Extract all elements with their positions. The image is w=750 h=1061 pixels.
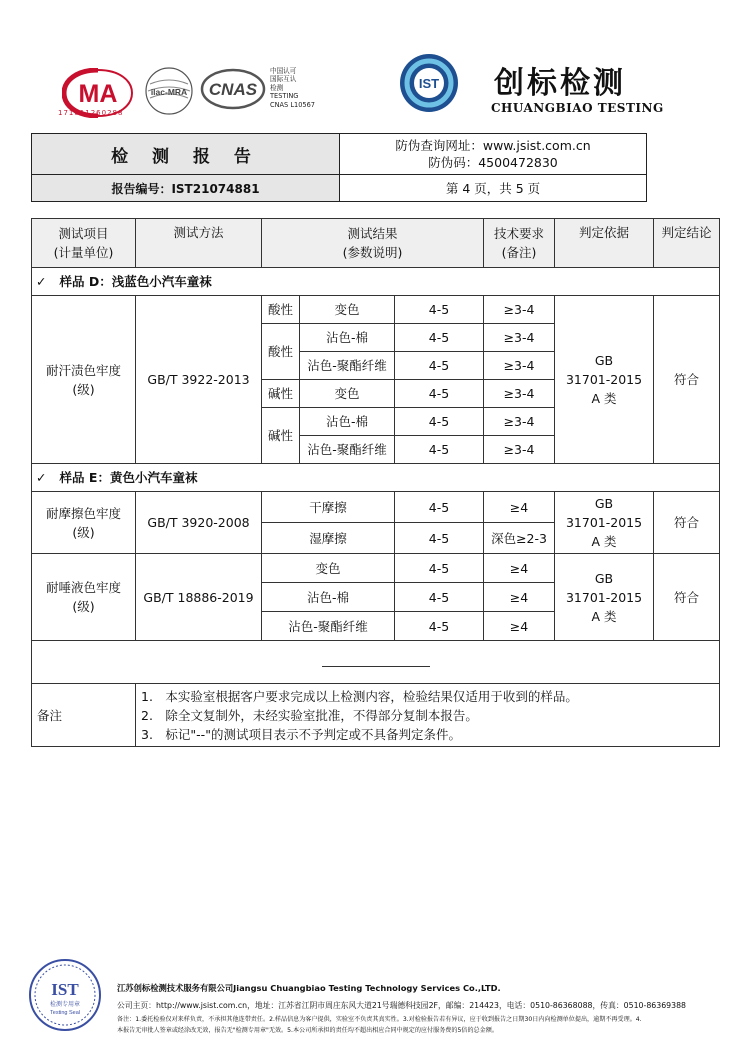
cnas-line: TESTING <box>270 92 299 101</box>
sweat-method: GB/T 3922-2013 <box>136 296 262 464</box>
remark-item: 3. 标记"--"的测试项目表示不予判定或不具备判定条件。 <box>141 726 461 742</box>
result-value: 4-5 <box>395 408 484 436</box>
cnas-text <box>270 67 315 109</box>
basis-line: GB <box>594 570 614 586</box>
result-value: 4-5 <box>395 296 484 324</box>
header-req-note: (备注) <box>501 245 537 260</box>
result-requirement: ≥3-4 <box>484 436 555 464</box>
verify-code: 防伪码：4500472830 <box>428 155 558 170</box>
remarks-label: 备注 <box>32 684 136 747</box>
basis-line: A 类 <box>591 391 617 406</box>
result-requirement: ≥3-4 <box>484 296 555 324</box>
header-item-label: 测试项目 <box>58 226 109 241</box>
saliva-basis <box>555 554 654 641</box>
rub-item-label: 耐摩擦色牢度 <box>45 505 121 521</box>
result-value: 4-5 <box>395 523 484 554</box>
result-param: 沾色-棉 <box>262 583 395 612</box>
report-title: 检 测 报 告 <box>32 134 340 175</box>
cnas-line: CNAS L10567 <box>270 100 315 109</box>
brand-name-cn: 创标检测 <box>494 66 626 101</box>
table-header-row <box>32 219 720 268</box>
result-requirement: ≥4 <box>484 583 555 612</box>
result-requirement: ≥3-4 <box>484 408 555 436</box>
result-requirement: ≥3-4 <box>484 352 555 380</box>
saliva-method: GB/T 18886-2019 <box>136 554 262 641</box>
result-requirement: ≥4 <box>484 492 555 523</box>
brand-name-en: CHUANGBIAO TESTING <box>491 101 664 115</box>
header-result-note: (参数说明) <box>342 245 403 260</box>
basis-line: A 类 <box>591 534 617 549</box>
basis-line: A 类 <box>591 608 617 624</box>
sweat-item-label: 耐汗渍色牢度 <box>45 362 121 378</box>
table-row <box>32 554 720 583</box>
verify-info <box>340 134 647 175</box>
result-requirement: ≥4 <box>484 554 555 583</box>
result-value: 4-5 <box>395 352 484 380</box>
sweat-acid-label: 酸性 <box>262 296 300 324</box>
cma-code: 171011260288 <box>58 109 124 117</box>
result-param: 干摩擦 <box>262 492 395 523</box>
footer-company: 江苏创标检测技术服务有限公司Jiangsu Chuangbiao Testing Technology Services Co.,LTD. <box>117 983 501 993</box>
seal-top-text: IST <box>51 980 79 999</box>
remarks-row <box>32 684 720 747</box>
basis-line: GB <box>594 353 614 368</box>
header-method: 测试方法 <box>136 219 262 268</box>
saliva-conclusion: 符合 <box>654 554 720 641</box>
header-result-label: 测试结果 <box>347 226 398 241</box>
basis-line: 31701-2015 <box>565 589 643 605</box>
cnas-line: 国际互认 <box>270 75 297 84</box>
result-value: 4-5 <box>395 612 484 641</box>
ilac-mra-text: ilac-MRA <box>150 87 188 97</box>
table-row <box>32 492 720 523</box>
svg-text:MA: MA <box>78 80 118 108</box>
header-conclusion: 判定结论 <box>654 219 720 268</box>
table-row <box>32 296 720 324</box>
seal-mid-text: 检测专用章 <box>49 1001 81 1008</box>
footer-contact: 公司主页：http://www.jsist.com.cn，地址：江苏省江阴市周庄东风大道21号瑞德科技园2F，邮编：214423，电话：0510-86368088，传真：0510-86369388 <box>117 1001 687 1010</box>
cnas-line: 检测 <box>270 83 284 92</box>
sweat-item-unit: (级) <box>72 381 95 397</box>
result-requirement: ≥3-4 <box>484 324 555 352</box>
remark-item: 1. 本实验室根据客户要求完成以上检测内容，检验结果仅适用于收到的样品。 <box>141 688 578 704</box>
result-value: 4-5 <box>395 554 484 583</box>
rub-item <box>32 492 136 554</box>
result-param: 变色 <box>300 296 395 324</box>
report-header-table <box>31 133 647 202</box>
cnas-line: 中国认可 <box>270 67 297 75</box>
page-info: 第 4 页，共 5 页 <box>340 175 647 202</box>
remarks-content <box>136 684 720 747</box>
header-basis: 判定依据 <box>555 219 654 268</box>
rub-conclusion: 符合 <box>654 492 720 554</box>
result-value: 4-5 <box>395 380 484 408</box>
result-requirement: 深色≥2-3 <box>484 523 555 554</box>
cnas-logo-text: CNAS <box>208 80 258 99</box>
result-requirement: ≥3-4 <box>484 380 555 408</box>
sample-row <box>32 268 720 296</box>
seal-en-text: Testing Seal <box>50 1010 80 1016</box>
header-item-unit: (计量单位) <box>53 245 114 260</box>
result-requirement: ≥4 <box>484 612 555 641</box>
sweat-conclusion: 符合 <box>654 296 720 464</box>
result-value: 4-5 <box>395 492 484 523</box>
saliva-item-unit: (级) <box>72 599 95 614</box>
sweat-basis <box>555 296 654 464</box>
result-value: 4-5 <box>395 324 484 352</box>
result-param: 沾色-棉 <box>300 324 395 352</box>
header-result <box>262 219 484 268</box>
rub-item-unit: (级) <box>72 524 95 540</box>
header-item <box>32 219 136 268</box>
header-requirement <box>484 219 555 268</box>
footer-notes <box>117 1014 717 1036</box>
result-param: 沾色-聚酯纤维 <box>300 352 395 380</box>
cnas-logo <box>200 68 266 110</box>
sweat-alkali-label: 碱性 <box>262 408 300 464</box>
result-param: 变色 <box>300 380 395 408</box>
end-marker-row <box>32 641 720 684</box>
result-param: 湿摩擦 <box>262 523 395 554</box>
verify-url: 防伪查询网址：www.jsist.com.cn <box>395 138 591 153</box>
saliva-item-label: 耐唾液色牢度 <box>45 580 121 595</box>
sample-d-text: 样品 D：浅蓝色小汽车童袜 <box>59 274 212 289</box>
check-icon: ✓ <box>36 274 47 289</box>
saliva-item <box>32 554 136 641</box>
basis-line: 31701-2015 <box>565 372 643 387</box>
footer-note-line: 本报告无审批人签章或经涂改无效，报告无"检测专用章"无效。5.本公司所承担的责任均不超出相应合同中规定的应付服务费的5倍的总金额。 <box>117 1027 498 1034</box>
ist-logo-text: IST <box>418 76 440 91</box>
testing-seal <box>28 958 102 1032</box>
rub-basis <box>555 492 654 554</box>
end-marker <box>32 641 720 684</box>
sample-row <box>32 464 720 492</box>
sweat-acid-label: 酸性 <box>262 324 300 380</box>
sample-e-label <box>32 464 720 492</box>
sweat-item <box>32 296 136 464</box>
result-param: 沾色-聚酯纤维 <box>262 612 395 641</box>
basis-line: GB <box>594 496 614 511</box>
check-icon: ✓ <box>36 470 47 485</box>
result-param: 沾色-聚酯纤维 <box>300 436 395 464</box>
result-value: 4-5 <box>395 583 484 612</box>
sample-d-label <box>32 268 720 296</box>
rub-method: GB/T 3920-2008 <box>136 492 262 554</box>
result-param: 变色 <box>262 554 395 583</box>
footer-note-line: 备注：1.委托检验仅对来样负责，不承担其他连带责任。2.样品信息为客户提供，实验室不负责其真实性。3.对检验报告若有异议，应于收到报告之日期30日内向检测单位提出，逾期不再受理。4. <box>117 1016 642 1023</box>
ilac-mra-logo <box>144 66 194 116</box>
end-line <box>322 666 430 667</box>
report-number: 报告编号：IST21074881 <box>32 175 340 202</box>
sweat-alkali-label: 碱性 <box>262 380 300 408</box>
ist-logo <box>398 52 460 114</box>
result-value: 4-5 <box>395 436 484 464</box>
header-req-label: 技术要求 <box>494 226 545 241</box>
result-param: 沾色-棉 <box>300 408 395 436</box>
basis-line: 31701-2015 <box>565 515 643 530</box>
results-table <box>31 218 720 747</box>
remark-item: 2. 除全文复制外，未经实验室批准，不得部分复制本报告。 <box>141 707 478 723</box>
sample-e-text: 样品 E：黄色小汽车童袜 <box>59 470 198 485</box>
